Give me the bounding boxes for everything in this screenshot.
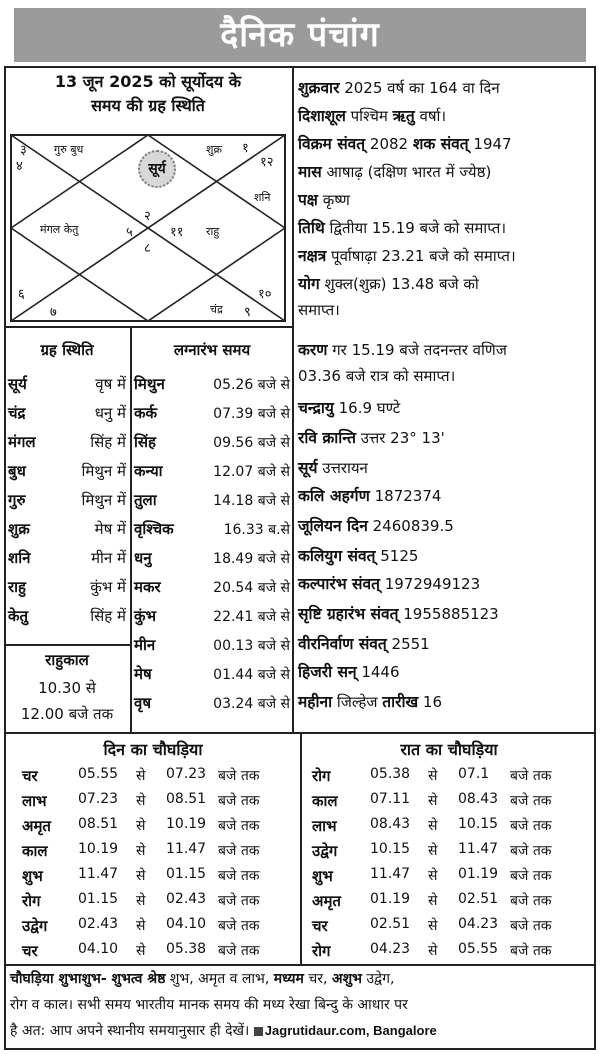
raat-choghadiya-row: अमृत 01.19 से 02.51 बजे तक xyxy=(312,891,552,910)
raat-choghadiya-row: उद्वेग 10.15 से 11.47 बजे तक xyxy=(312,841,552,860)
label-shukra: शुक्र xyxy=(206,143,222,156)
label-mangal-ketu: मंगल केतु xyxy=(40,223,79,236)
lagna-row: मिथुन 05.26 बजे से xyxy=(134,375,290,393)
lagna-row: धनु 18.49 बजे से xyxy=(134,549,290,567)
lagna-row: मकर 20.54 बजे से xyxy=(134,578,290,596)
house-number-9: ९ xyxy=(244,305,251,320)
din-choghadiya-row: काल 10.19 से 11.47 बजे तक xyxy=(22,841,260,860)
house-number-2: २ xyxy=(144,209,151,224)
divider-main-vertical xyxy=(292,66,294,732)
rahukaal-heading: राहुकाल xyxy=(45,651,89,669)
din-choghadiya-heading: दिन का चौघड़िया xyxy=(103,740,203,759)
page-title: दैनिक पंचांग xyxy=(14,8,586,62)
lagna-row: वृश्चिक 16.33 ब.से xyxy=(134,520,290,538)
lagna-row: तुला 14.18 बजे से xyxy=(134,491,290,509)
divider-rahu-top xyxy=(4,644,132,646)
din-choghadiya-row: अमृत 08.51 से 10.19 बजे तक xyxy=(22,816,260,835)
house-number-5: ५ xyxy=(126,225,133,240)
din-choghadiya-row: लाभ 07.23 से 08.51 बजे तक xyxy=(22,791,260,810)
raat-choghadiya-row: काल 07.11 से 08.43 बजे तक xyxy=(312,791,552,810)
lagna-row: सिंह 09.56 बजे से xyxy=(134,433,290,451)
house-number-4: ४ xyxy=(16,159,23,174)
lagna-row: कन्या 12.07 बजे से xyxy=(134,462,290,480)
raat-choghadiya-row: चर 02.51 से 04.23 बजे तक xyxy=(312,916,552,935)
kaliyug-samvat-line: कलियुग संवत् 5125 xyxy=(298,547,419,565)
house-number-1: १ xyxy=(242,141,249,156)
raat-choghadiya-row: रोग 05.38 से 07.1 बजे तक xyxy=(312,766,552,785)
hijri-line: हिजरी सन् 1446 xyxy=(298,663,400,681)
sun-badge: सूर्य xyxy=(138,150,176,188)
vaar-line: शुक्रवार 2025 वर्ष का 164 वा दिन xyxy=(298,79,500,97)
planet-position-heading: 13 जून 2025 को सूर्योदय के समय की ग्रह स्थिति xyxy=(54,72,242,115)
maas-line: मास आषाढ़ (दक्षिण भारत में ज्येष्ठ) xyxy=(298,163,492,181)
mahina-line: महीना जिल्हेज तारीख 16 xyxy=(298,693,443,711)
credit-square-icon xyxy=(254,1027,263,1036)
graha-row: शुक्र मेष में xyxy=(8,520,126,538)
house-number-6: ६ xyxy=(18,287,25,302)
ravi-kranti-line: रवि क्रान्ति उत्तर 23° 13' xyxy=(298,429,445,447)
house-number-11: ११ xyxy=(170,225,184,240)
raat-choghadiya-row: शुभ 11.47 से 01.19 बजे तक xyxy=(312,866,552,885)
source-credit: Jagrutidaur.com, Bangalore xyxy=(264,1023,437,1038)
label-chandra: चंद्र xyxy=(210,303,223,316)
graha-row: बुध मिथुन में xyxy=(8,462,126,480)
rahukaal-start: 10.30 से xyxy=(38,679,96,697)
srishti-samvat-line: सृष्टि ग्रहारंभ संवत् 1955885123 xyxy=(298,605,499,623)
lagna-row: मेष 01.44 बजे से xyxy=(134,665,290,683)
graha-row: शनि मीन में xyxy=(8,549,126,567)
graha-row: केतु सिंह में xyxy=(8,607,126,625)
note-line-3: है अत: आप अपने स्थानीय समयानुसार ही देखें। Jagrutidaur.com, Bangalore xyxy=(10,1023,437,1039)
yoga-line: योग शुक्ल(शुक्र) 13.48 बजे को xyxy=(298,275,479,293)
karan-line: करण गर 15.19 बजे तदनन्तर वणिज xyxy=(298,341,507,359)
lagnarambh-heading: लग्नारंभ समय xyxy=(173,341,251,359)
lagna-row: कुंभ 22.41 बजे से xyxy=(134,607,290,625)
din-choghadiya-row: चर 04.10 से 05.38 बजे तक xyxy=(22,941,260,960)
lagna-row: मीन 00.13 बजे से xyxy=(134,636,290,654)
graha-sthiti-heading: ग्रह स्थिति xyxy=(40,341,94,359)
note-line-2: रोग व काल। सभी समय भारतीय मानक समय की मध्य रेखा बिन्दु के आधार पर xyxy=(10,997,408,1013)
kalparambh-samvat-line: कल्पारंभ संवत् 1972949123 xyxy=(298,575,481,593)
house-number-7: ७ xyxy=(50,305,57,320)
divider-choghadiya-mid xyxy=(300,734,302,964)
kali-ahargan-line: कलि अहर्गण 1872374 xyxy=(298,487,442,505)
label-shani: शनि xyxy=(254,191,271,204)
yoga-line-cont: समाप्त। xyxy=(298,301,340,319)
divider-chart-bottom xyxy=(4,326,294,328)
graha-row: सूर्य वृष में xyxy=(8,375,126,393)
din-choghadiya-row: चर 05.55 से 07.23 बजे तक xyxy=(22,766,260,785)
raat-choghadiya-row: लाभ 08.43 से 10.15 बजे तक xyxy=(312,816,552,835)
graha-row: राहु कुंभ में xyxy=(8,578,126,596)
house-number-12: १२ xyxy=(260,155,274,170)
graha-row: चंद्र धनु में xyxy=(8,404,126,422)
divider-left-inner xyxy=(130,328,132,732)
label-rahu: राहु xyxy=(206,225,220,238)
julian-day-line: जूलियन दिन 2460839.5 xyxy=(298,517,454,535)
note-line-1: चौघड़िया शुभाशुभ- शुभत्व श्रेष्ठ शुभ, अमृत व लाभ, मध्यम चर, अशुभ उद्वेग, xyxy=(10,971,395,987)
graha-row: मंगल सिंह में xyxy=(8,433,126,451)
house-number-3: ३ xyxy=(20,143,27,158)
din-choghadiya-row: उद्वेग 02.43 से 04.10 बजे तक xyxy=(22,916,260,935)
rahukaal-end: 12.00 बजे तक xyxy=(20,705,114,723)
raat-choghadiya-row: रोग 04.23 से 05.55 बजे तक xyxy=(312,941,552,960)
lagna-row: कर्क 07.39 बजे से xyxy=(134,404,290,422)
raat-choghadiya-heading: रात का चौघड़िया xyxy=(400,740,498,759)
samvat-line: विक्रम संवत् 2082 शक संवत् 1947 xyxy=(298,135,512,153)
tithi-line: तिथि द्वितीया 15.19 बजे को समाप्त। xyxy=(298,219,507,237)
nakshatra-line: नक्षत्र पूर्वाषाढ़ा 23.21 बजे को समाप्त। xyxy=(298,247,516,265)
house-number-10: १० xyxy=(258,287,272,302)
din-choghadiya-row: रोग 01.15 से 02.43 बजे तक xyxy=(22,891,260,910)
kundli-chart xyxy=(10,134,286,322)
label-guru-budh: गुरु बुध xyxy=(54,143,84,156)
surya-line: सूर्य उत्तरायन xyxy=(298,459,368,477)
paksha-line: पक्ष कृष्ण xyxy=(298,191,350,209)
din-choghadiya-row: शुभ 11.47 से 01.15 बजे तक xyxy=(22,866,260,885)
graha-row: गुरु मिथुन में xyxy=(8,491,126,509)
dishashool-line: दिशाशूल पश्चिम ऋतु वर्षा। xyxy=(298,107,447,125)
house-number-8: ८ xyxy=(144,241,151,256)
veernirvan-samvat-line: वीरनिर्वाण संवत् 2551 xyxy=(298,635,430,653)
lagna-row: वृष 03.24 बजे से xyxy=(134,694,290,712)
chandrayu-line: चन्द्रायु 16.9 घण्टे xyxy=(298,399,401,417)
karan-line-cont: 03.36 बजे रात्र को समाप्त। xyxy=(298,367,456,385)
